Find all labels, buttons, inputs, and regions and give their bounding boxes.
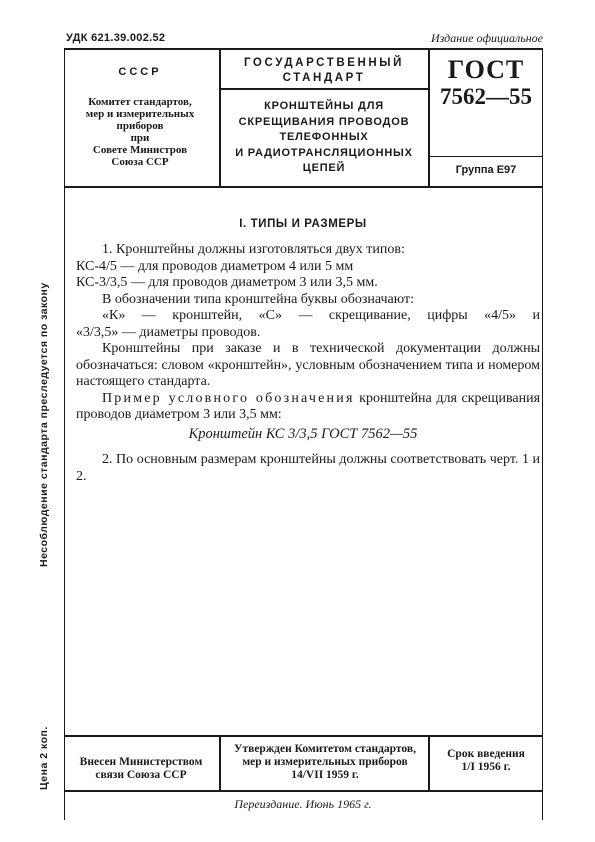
footer-divider-2 bbox=[428, 735, 430, 791]
committee-line: мер и измерительных bbox=[85, 108, 195, 120]
standard-type bbox=[224, 56, 424, 86]
frame-right-line bbox=[542, 48, 543, 820]
approved-by bbox=[222, 743, 428, 782]
committee-line: приборов bbox=[116, 120, 164, 132]
effective-line: Срок введения bbox=[447, 748, 525, 760]
document-title bbox=[222, 99, 426, 177]
type-line: КС-4/5 — для проводов диаметром 4 или 5 мм bbox=[76, 258, 354, 274]
example-heading: Пример условного обозначения bbox=[102, 390, 355, 406]
header-divider-2 bbox=[428, 48, 430, 187]
introduced-by bbox=[66, 756, 216, 782]
udk-code: УДК 621.39.002.52 bbox=[66, 32, 166, 44]
frame-left-line bbox=[64, 48, 65, 820]
designation-intro: В обозначении типа кронштейна буквы обозначают: bbox=[102, 291, 415, 307]
introduced-line: связи Союза ССР bbox=[95, 769, 187, 781]
ussr-label: СССР bbox=[118, 66, 162, 78]
footer-top-line bbox=[64, 735, 543, 737]
section-title: I. ТИПЫ И РАЗМЕРЫ bbox=[239, 218, 367, 230]
committee-line: Комитет стандартов, bbox=[88, 96, 192, 108]
title-line: ЦЕПЕЙ bbox=[302, 162, 346, 174]
body-text bbox=[76, 242, 540, 424]
order-paragraph: Кронштейны при заказе и в технической документации должны обозначаться: словом «кронштейн», условным обозначением типа и номером настоящего стандарта. bbox=[76, 341, 540, 389]
title-line: КРОНШТЕЙНЫ ДЛЯ bbox=[264, 100, 384, 112]
standard-type-line: ГОСУДАРСТВЕННЫЙ bbox=[243, 57, 405, 69]
standard-type-line: СТАНДАРТ bbox=[282, 72, 366, 84]
footer-bottom-line bbox=[64, 790, 543, 792]
edition-label: Издание официальное bbox=[430, 31, 543, 45]
intro-paragraph: 1. Кронштейны должны изготовляться двух типов: bbox=[102, 242, 405, 257]
committee-line: Совете Министров bbox=[92, 144, 188, 156]
approved-line: Утвержден Комитетом стандартов, bbox=[234, 743, 416, 755]
gost-label: ГОСТ bbox=[447, 55, 525, 84]
designation-line: «3/3,5» — диаметры проводов. bbox=[76, 324, 261, 340]
footer-divider-1 bbox=[219, 735, 221, 791]
effective-date bbox=[432, 748, 540, 774]
title-line: СКРЕЩИВАНИЯ ПРОВОДОВ bbox=[238, 115, 410, 128]
designation-line: «К» — кронштейн, «С» — скрещивание, цифры «4/5» и bbox=[102, 308, 540, 323]
header-title-rule bbox=[219, 88, 429, 90]
gost-number: 7562—55 bbox=[440, 84, 532, 109]
designation-example: Кронштейн КС 3/3,5 ГОСТ 7562—55 bbox=[188, 426, 418, 442]
introduced-line: Внесен Министерством bbox=[79, 756, 203, 768]
title-line: ТЕЛЕФОННЫХ bbox=[279, 131, 369, 143]
legal-warning: Несоблюдение стандарта преследуется по закону bbox=[38, 282, 50, 567]
effective-line: 1/I 1956 г. bbox=[461, 761, 511, 773]
group-code: Группа Е97 bbox=[455, 164, 517, 176]
committee-name bbox=[66, 96, 214, 168]
paragraph-2: 2. По основным размерам кронштейны должны соответствовать черт. 1 и 2. bbox=[76, 452, 540, 484]
price-label: Цена 2 коп. bbox=[38, 726, 50, 790]
title-line: И РАДИОТРАНСЛЯЦИОННЫХ bbox=[235, 146, 413, 159]
example-intro bbox=[76, 391, 540, 424]
header-bottom-line bbox=[64, 186, 543, 188]
reprint-note: Переиздание. Июнь 1965 г. bbox=[234, 797, 372, 811]
type-line: КС-3/3,5 — для проводов диаметром 3 или 3,5 мм. bbox=[76, 275, 378, 290]
committee-line: Союза ССР bbox=[111, 156, 169, 168]
approved-line: мер и измерительных приборов bbox=[242, 756, 408, 768]
example-heading-rest: кронштейна для скрещивания проводов диаметром 3 или 3,5 мм: bbox=[76, 390, 541, 422]
committee-line: при bbox=[130, 132, 150, 144]
frame-top-line bbox=[64, 48, 543, 50]
header-group-rule bbox=[428, 156, 543, 157]
header-divider-1 bbox=[219, 48, 221, 187]
approved-line: 14/VII 1959 г. bbox=[291, 769, 359, 781]
